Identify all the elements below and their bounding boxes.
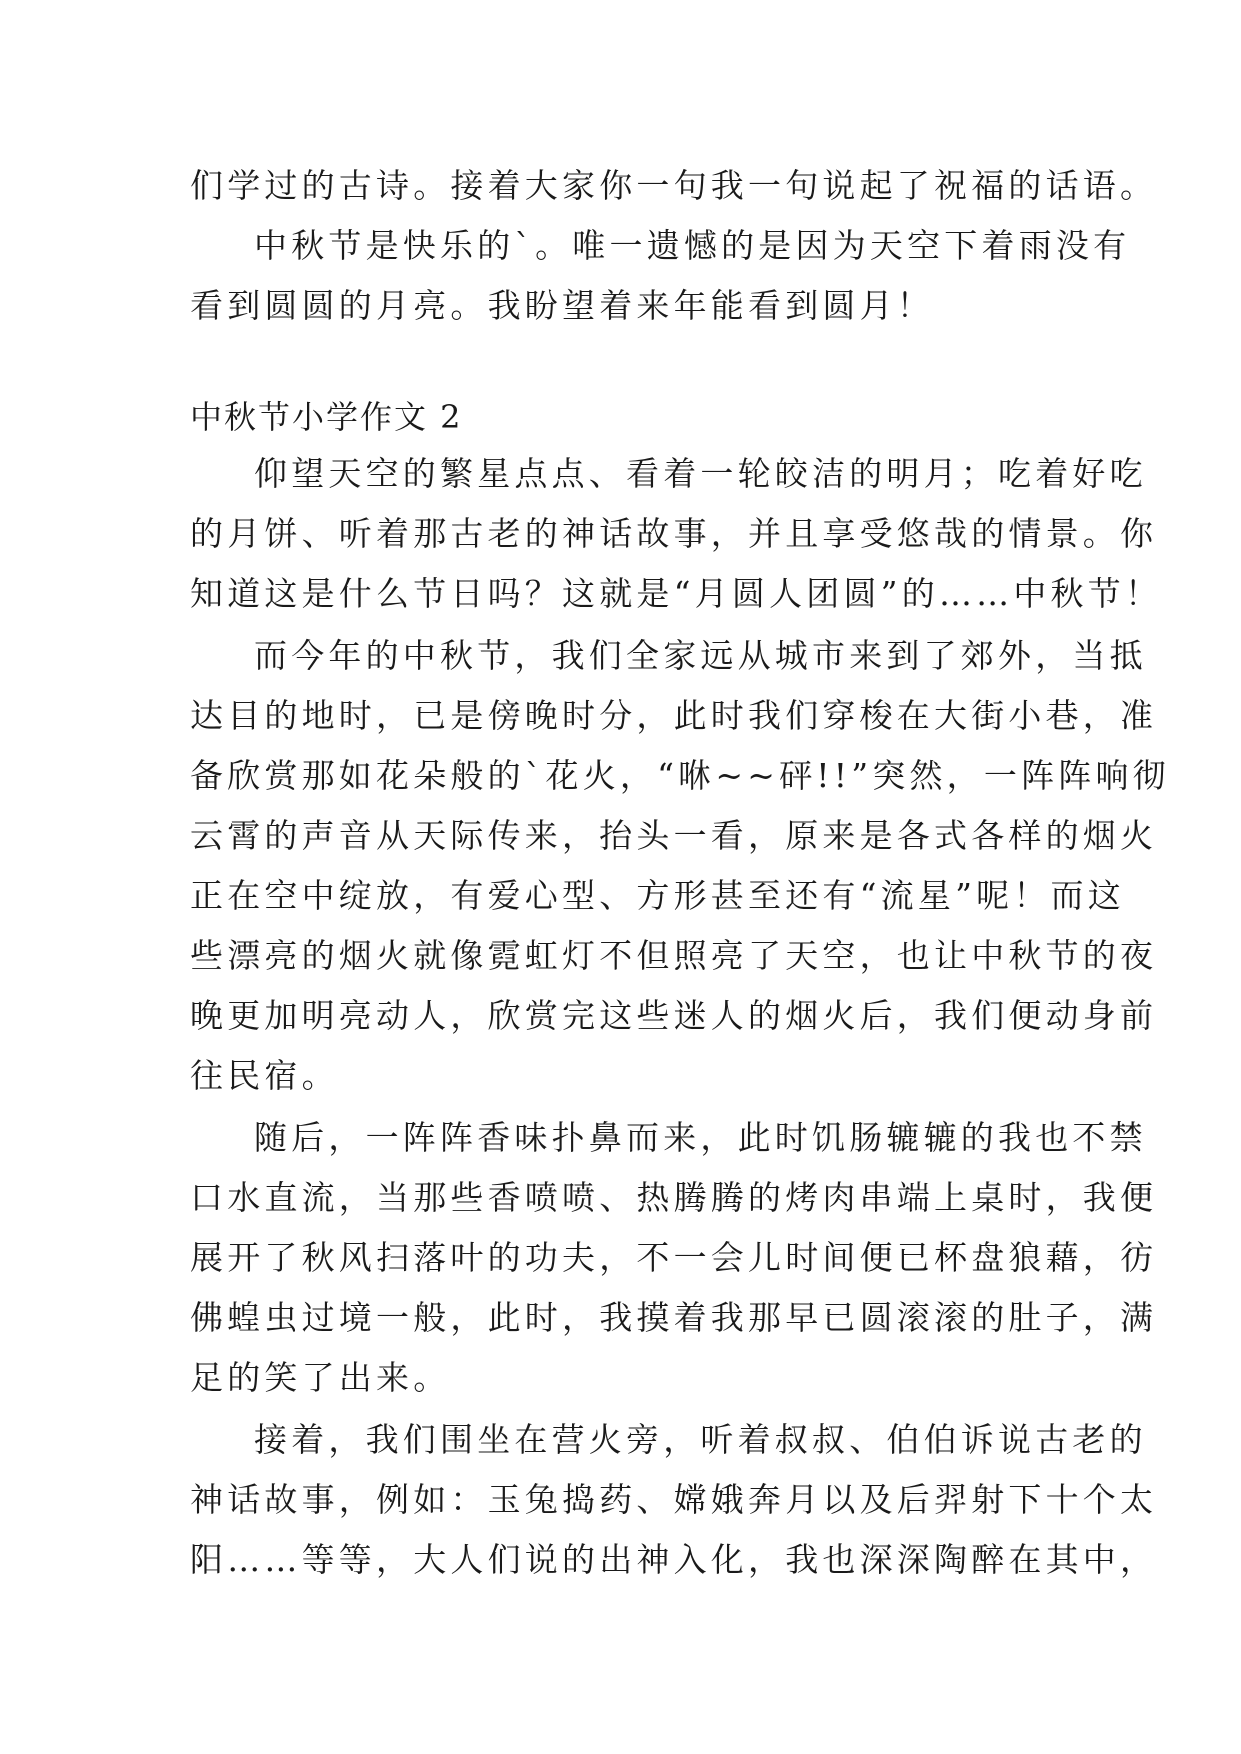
text-line: 佛蝗虫过境一般，此时，我摸着我那早已圆滚滚的肚子，满 (190, 1298, 1158, 1337)
text-line: 神话故事，例如：玉兔捣药、嫦娥奔月以及后羿射下十个太 (190, 1480, 1158, 1519)
text-line: 展开了秋风扫落叶的功夫，不一会儿时间便已杯盘狼藉，彷 (190, 1238, 1158, 1277)
paragraph-start-line: 随后，一阵阵香味扑鼻而来，此时饥肠辘辘的我也不禁 (254, 1118, 1147, 1157)
text-line-3: 看到圆圆的月亮。我盼望着来年能看到圆月！ (190, 286, 934, 325)
text-line: 云霄的声音从天际传来，抬头一看，原来是各式各样的烟火 (190, 816, 1158, 855)
text-line: 正在空中绽放，有爱心型、方形甚至还有“流星”呢！而这 (190, 876, 1125, 915)
text-line: 备欣赏那如花朵般的`花火，“咻~~砰!!”突然，一阵阵响彻 (190, 756, 1170, 795)
text-line: 些漂亮的烟火就像霓虹灯不但照亮了天空，也让中秋节的夜 (190, 936, 1158, 975)
text-line: 足的笑了出来。 (190, 1358, 451, 1397)
section-heading: 中秋节小学作文 2 (190, 398, 463, 436)
paragraph-start-line: 仰望天空的繁星点点、看着一轮皎洁的明月；吃着好吃 (254, 454, 1147, 493)
text-line: 往民宿。 (190, 1056, 339, 1095)
text-line: 口水直流，当那些香喷喷、热腾腾的烤肉串端上桌时，我便 (190, 1178, 1158, 1217)
paragraph-start-line: 而今年的中秋节，我们全家远从城市来到了郊外，当抵 (254, 636, 1147, 675)
text-line-1: 们学过的古诗。接着大家你一句我一句说起了祝福的话语。 (190, 166, 1158, 205)
text-line: 的月饼、听着那古老的神话故事，并且享受悠哉的情景。你 (190, 514, 1158, 553)
paragraph-start-line: 中秋节是快乐的`。唯一遗憾的是因为天空下着雨没有 (254, 226, 1131, 265)
text-line: 阳……等等，大人们说的出神入化，我也深深陶醉在其中， (190, 1540, 1158, 1579)
text-line: 知道这是什么节日吗？这就是“月圆人团圆”的……中秋节！ (190, 574, 1163, 613)
text-line: 晚更加明亮动人，欣赏完这些迷人的烟火后，我们便动身前 (190, 996, 1158, 1035)
text-line: 达目的地时，已是傍晚时分，此时我们穿梭在大街小巷，准 (190, 696, 1158, 735)
paragraph-start-line: 接着，我们围坐在营火旁，听着叔叔、伯伯诉说古老的 (254, 1420, 1147, 1459)
